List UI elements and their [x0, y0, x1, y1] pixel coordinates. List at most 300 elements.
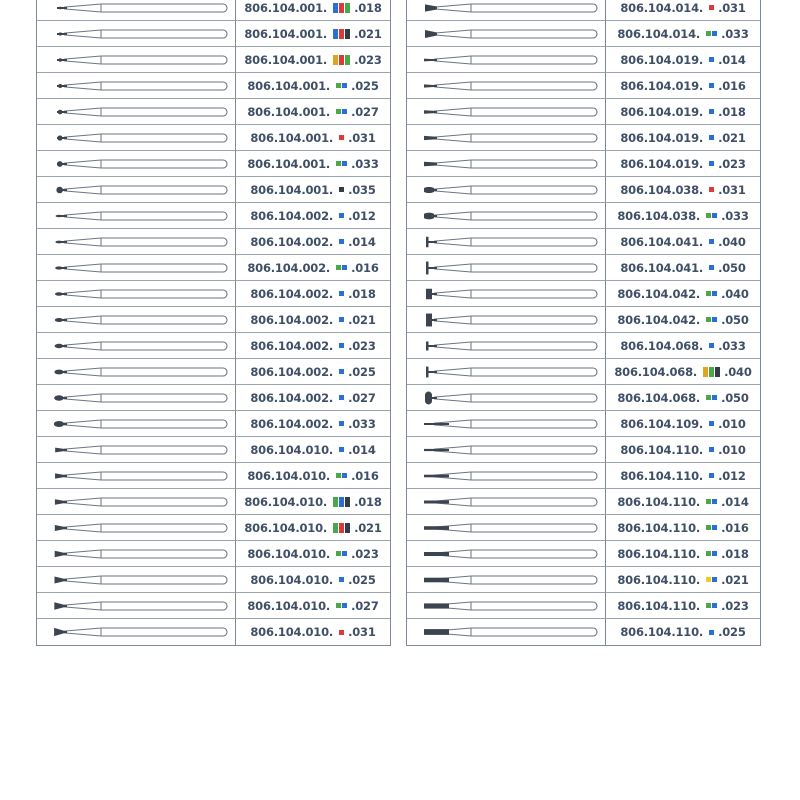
article-code: [236, 593, 390, 619]
color-code-swatch: [709, 265, 714, 270]
article-code: [236, 541, 390, 567]
bur-image-cell: [407, 229, 606, 255]
size-code: .031: [348, 130, 376, 145]
bur-icon: [407, 593, 606, 619]
size-code: .014: [348, 442, 376, 457]
bur-icon: [37, 229, 236, 255]
article-number: 806.104.001.: [250, 182, 334, 197]
color-code-swatch: [709, 630, 714, 635]
product-table-left: [36, 0, 391, 646]
bur-image-cell: [37, 255, 236, 281]
bur-icon: [407, 47, 606, 73]
color-code-swatch: [709, 5, 714, 10]
color-code-swatch: [709, 421, 714, 426]
color-code-swatch: [336, 265, 347, 270]
bur-image-cell: [37, 489, 236, 515]
bur-icon: [407, 411, 606, 437]
article-code: [236, 333, 390, 359]
bur-icon: [37, 593, 236, 619]
color-code-swatch: [706, 499, 717, 504]
bur-image-cell: [407, 0, 606, 21]
bur-icon: [37, 99, 236, 125]
size-code: .040: [721, 286, 749, 301]
article-number: 806.104.010.: [250, 572, 334, 587]
bur-image-cell: [37, 385, 236, 411]
article-number: 806.104.002.: [250, 286, 334, 301]
bur-image-cell: [407, 255, 606, 281]
article-number: 806.104.038.: [620, 182, 704, 197]
bur-icon: [37, 619, 236, 645]
bur-image-cell: [37, 0, 236, 21]
article-code: [236, 0, 390, 21]
bur-image-cell: [407, 619, 606, 645]
color-code-swatch: [709, 447, 714, 452]
color-code-swatch: [709, 473, 714, 478]
bur-image-cell: [407, 437, 606, 463]
bur-image-cell: [37, 411, 236, 437]
bur-image-cell: [407, 47, 606, 73]
article-number: 806.104.002.: [250, 234, 334, 249]
article-number: 806.104.110.: [620, 625, 704, 639]
color-code-swatch: [709, 239, 714, 244]
article-number: 806.104.002.: [250, 416, 334, 431]
article-code: [236, 281, 390, 307]
article-code: [236, 125, 390, 151]
size-code: .050: [721, 312, 749, 327]
size-code: .023: [721, 598, 749, 613]
bur-image-cell: [407, 541, 606, 567]
bur-image-cell: [407, 385, 606, 411]
article-code: [236, 489, 390, 515]
article-number: 806.104.019.: [620, 130, 704, 145]
color-code-swatch: [333, 29, 350, 39]
size-code: .040: [724, 364, 752, 379]
bur-icon: [37, 177, 236, 203]
size-code: .016: [351, 468, 379, 483]
article-code: [606, 515, 760, 541]
color-code-swatch: [336, 473, 347, 478]
bur-icon: [407, 307, 606, 333]
article-number: 806.104.041.: [620, 234, 704, 249]
bur-icon: [407, 0, 606, 21]
bur-image-cell: [407, 203, 606, 229]
color-code-swatch: [339, 135, 344, 140]
bur-icon: [37, 437, 236, 463]
size-code: .021: [721, 572, 749, 587]
bur-image-cell: [37, 333, 236, 359]
article-number: 806.104.010.: [247, 546, 331, 561]
bur-image-cell: [407, 73, 606, 99]
bur-icon: [37, 21, 236, 47]
color-code-swatch: [339, 395, 344, 400]
bur-icon: [407, 255, 606, 281]
bur-image-cell: [407, 307, 606, 333]
size-code: .031: [718, 0, 746, 15]
article-number: 806.104.001.: [247, 104, 331, 119]
bur-icon: [407, 281, 606, 307]
bur-icon: [37, 307, 236, 333]
bur-icon: [407, 151, 606, 177]
bur-image-cell: [37, 125, 236, 151]
size-code: .014: [348, 234, 376, 249]
bur-icon: [407, 99, 606, 125]
bur-icon: [407, 515, 606, 541]
color-code-swatch: [709, 187, 714, 192]
article-code: [236, 229, 390, 255]
article-code: [606, 359, 760, 385]
color-code-swatch: [706, 213, 717, 218]
article-code: [606, 47, 760, 73]
article-code: [606, 333, 760, 359]
color-code-swatch: [333, 523, 350, 533]
size-code: .025: [718, 625, 746, 639]
bur-image-cell: [407, 21, 606, 47]
color-code-swatch: [336, 109, 347, 114]
color-code-swatch: [336, 551, 347, 556]
bur-icon: [37, 567, 236, 593]
bur-image-cell: [37, 73, 236, 99]
article-code: [606, 541, 760, 567]
article-code: [606, 567, 760, 593]
color-code-swatch: [339, 577, 344, 582]
color-code-swatch: [339, 421, 344, 426]
article-code: [606, 463, 760, 489]
article-code: [236, 47, 390, 73]
bur-image-cell: [407, 489, 606, 515]
size-code: .014: [718, 52, 746, 67]
size-code: .033: [351, 156, 379, 171]
bur-icon: [37, 385, 236, 411]
bur-image-cell: [37, 593, 236, 619]
size-code: .025: [348, 364, 376, 379]
article-code: [606, 255, 760, 281]
size-code: .021: [354, 520, 382, 535]
article-number: 806.104.002.: [250, 312, 334, 327]
article-code: [606, 281, 760, 307]
bur-image-cell: [37, 541, 236, 567]
article-number: 806.104.010.: [250, 442, 334, 457]
size-code: .033: [721, 208, 749, 223]
article-number: 806.104.001.: [244, 26, 328, 41]
size-code: .021: [354, 26, 382, 41]
article-number: 806.104.002.: [250, 364, 334, 379]
article-number: 806.104.041.: [620, 260, 704, 275]
article-code: [606, 229, 760, 255]
bur-icon: [407, 541, 606, 567]
color-code-swatch: [339, 213, 344, 218]
bur-icon: [407, 73, 606, 99]
color-code-swatch: [706, 603, 717, 608]
size-code: .018: [718, 104, 746, 119]
color-code-swatch: [706, 291, 717, 296]
article-code: [236, 203, 390, 229]
article-code: [236, 307, 390, 333]
size-code: .040: [718, 234, 746, 249]
article-code: [606, 411, 760, 437]
color-code-swatch: [333, 497, 350, 507]
size-code: .033: [721, 26, 749, 41]
article-number: 806.104.110.: [617, 546, 701, 561]
size-code: .031: [348, 625, 376, 639]
size-code: .014: [721, 494, 749, 509]
bur-image-cell: [37, 567, 236, 593]
article-number: 806.104.110.: [617, 598, 701, 613]
bur-icon: [407, 177, 606, 203]
bur-image-cell: [407, 281, 606, 307]
bur-icon: [407, 463, 606, 489]
bur-icon: [37, 47, 236, 73]
color-code-swatch: [709, 57, 714, 62]
bur-image-cell: [37, 229, 236, 255]
bur-icon: [407, 229, 606, 255]
article-code: [236, 515, 390, 541]
bur-image-cell: [37, 515, 236, 541]
article-number: 806.104.109.: [620, 416, 704, 431]
article-number: 806.104.038.: [617, 208, 701, 223]
article-code: [236, 359, 390, 385]
color-code-swatch: [703, 367, 720, 377]
bur-image-cell: [37, 203, 236, 229]
color-code-swatch: [339, 187, 344, 192]
size-code: .018: [354, 494, 382, 509]
bur-icon: [37, 489, 236, 515]
article-number: 806.104.002.: [250, 338, 334, 353]
bur-icon: [37, 411, 236, 437]
bur-icon: [407, 203, 606, 229]
article-code: [236, 255, 390, 281]
article-code: [236, 463, 390, 489]
size-code: .012: [718, 468, 746, 483]
size-code: .018: [721, 546, 749, 561]
size-code: .025: [348, 572, 376, 587]
size-code: .010: [718, 442, 746, 457]
article-code: [236, 385, 390, 411]
size-code: .023: [348, 338, 376, 353]
size-code: .021: [718, 130, 746, 145]
bur-icon: [407, 125, 606, 151]
bur-image-cell: [37, 281, 236, 307]
size-code: .023: [354, 52, 382, 67]
color-code-swatch: [339, 630, 344, 635]
article-number: 806.104.110.: [617, 520, 701, 535]
bur-image-cell: [407, 515, 606, 541]
article-code: [236, 619, 390, 645]
size-code: .012: [348, 208, 376, 223]
article-number: 806.104.010.: [244, 520, 328, 535]
color-code-swatch: [706, 395, 717, 400]
article-number: 806.104.002.: [250, 208, 334, 223]
bur-image-cell: [37, 151, 236, 177]
color-code-swatch: [706, 577, 717, 582]
bur-icon: [37, 203, 236, 229]
article-code: [236, 99, 390, 125]
size-code: .027: [348, 390, 376, 405]
bur-image-cell: [37, 177, 236, 203]
article-number: 806.104.002.: [247, 260, 331, 275]
color-code-swatch: [709, 109, 714, 114]
size-code: .035: [348, 182, 376, 197]
article-number: 806.104.068.: [614, 364, 698, 379]
size-code: .027: [351, 598, 379, 613]
color-code-swatch: [709, 161, 714, 166]
bur-image-cell: [407, 333, 606, 359]
bur-image-cell: [407, 99, 606, 125]
article-number: 806.104.002.: [250, 390, 334, 405]
article-number: 806.104.001.: [250, 130, 334, 145]
article-number: 806.104.019.: [620, 156, 704, 171]
size-code: .016: [351, 260, 379, 275]
article-code: [236, 177, 390, 203]
article-number: 806.104.001.: [244, 52, 328, 67]
color-code-swatch: [706, 551, 717, 556]
size-code: .027: [351, 104, 379, 119]
article-code: [236, 151, 390, 177]
color-code-swatch: [333, 3, 350, 13]
color-code-swatch: [339, 447, 344, 452]
size-code: .018: [348, 286, 376, 301]
size-code: .023: [351, 546, 379, 561]
bur-icon: [37, 151, 236, 177]
article-number: 806.104.110.: [620, 442, 704, 457]
article-code: [236, 21, 390, 47]
bur-icon: [37, 281, 236, 307]
article-number: 806.104.019.: [620, 104, 704, 119]
article-number: 806.104.110.: [620, 468, 704, 483]
size-code: .016: [721, 520, 749, 535]
size-code: .033: [718, 338, 746, 353]
size-code: .050: [718, 260, 746, 275]
article-number: 806.104.014.: [617, 26, 701, 41]
size-code: .025: [351, 78, 379, 93]
size-code: .021: [348, 312, 376, 327]
size-code: .016: [718, 78, 746, 93]
article-number: 806.104.010.: [244, 494, 328, 509]
article-code: [606, 177, 760, 203]
color-code-swatch: [339, 317, 344, 322]
article-code: [606, 99, 760, 125]
article-number: 806.104.042.: [617, 286, 701, 301]
article-number: 806.104.010.: [247, 598, 331, 613]
article-number: 806.104.042.: [617, 312, 701, 327]
article-code: [606, 619, 760, 645]
bur-icon: [37, 125, 236, 151]
color-code-swatch: [336, 161, 347, 166]
article-code: [606, 593, 760, 619]
bur-icon: [37, 333, 236, 359]
article-number: 806.104.014.: [620, 0, 704, 15]
color-code-swatch: [706, 317, 717, 322]
article-code: [606, 0, 760, 21]
bur-icon: [37, 0, 236, 21]
article-number: 806.104.019.: [620, 78, 704, 93]
article-number: 806.104.110.: [617, 494, 701, 509]
article-code: [606, 489, 760, 515]
product-table-right: [406, 0, 761, 646]
bur-image-cell: [407, 125, 606, 151]
size-code: .010: [718, 416, 746, 431]
color-code-swatch: [339, 369, 344, 374]
size-code: .023: [718, 156, 746, 171]
bur-image-cell: [37, 437, 236, 463]
size-code: .018: [354, 0, 382, 15]
article-number: 806.104.110.: [617, 572, 701, 587]
bur-image-cell: [407, 359, 606, 385]
bur-image-cell: [37, 359, 236, 385]
article-code: [606, 437, 760, 463]
color-code-swatch: [709, 83, 714, 88]
article-number: 806.104.001.: [244, 0, 328, 15]
bur-icon: [37, 255, 236, 281]
article-code: [606, 385, 760, 411]
size-code: .050: [721, 390, 749, 405]
bur-image-cell: [37, 307, 236, 333]
bur-image-cell: [407, 567, 606, 593]
bur-icon: [407, 21, 606, 47]
article-code: [236, 437, 390, 463]
bur-icon: [37, 515, 236, 541]
color-code-swatch: [339, 291, 344, 296]
article-number: 806.104.019.: [620, 52, 704, 67]
color-code-swatch: [709, 343, 714, 348]
color-code-swatch: [339, 239, 344, 244]
article-code: [606, 307, 760, 333]
bur-icon: [37, 541, 236, 567]
bur-icon: [37, 73, 236, 99]
bur-icon: [407, 333, 606, 359]
article-code: [236, 567, 390, 593]
article-number: 806.104.010.: [247, 468, 331, 483]
color-code-swatch: [336, 603, 347, 608]
bur-image-cell: [407, 151, 606, 177]
bur-image-cell: [37, 463, 236, 489]
article-number: 806.104.001.: [247, 156, 331, 171]
bur-icon: [407, 567, 606, 593]
color-code-swatch: [709, 135, 714, 140]
color-code-swatch: [706, 525, 717, 530]
article-code: [606, 151, 760, 177]
bur-image-cell: [407, 177, 606, 203]
bur-icon: [37, 359, 236, 385]
bur-image-cell: [37, 47, 236, 73]
article-code: [606, 73, 760, 99]
article-code: [606, 21, 760, 47]
bur-icon: [407, 385, 606, 411]
color-code-swatch: [333, 55, 350, 65]
article-number: 806.104.001.: [247, 78, 331, 93]
bur-image-cell: [407, 411, 606, 437]
article-code: [236, 73, 390, 99]
article-code: [236, 411, 390, 437]
size-code: .033: [348, 416, 376, 431]
size-code: .031: [718, 182, 746, 197]
article-code: [606, 125, 760, 151]
bur-image-cell: [37, 99, 236, 125]
bur-image-cell: [37, 619, 236, 645]
bur-icon: [37, 463, 236, 489]
article-number: 806.104.010.: [250, 625, 334, 639]
article-number: 806.104.068.: [620, 338, 704, 353]
bur-image-cell: [37, 21, 236, 47]
bur-image-cell: [407, 463, 606, 489]
article-code: [606, 203, 760, 229]
bur-image-cell: [407, 593, 606, 619]
color-code-swatch: [706, 31, 717, 36]
color-code-swatch: [336, 83, 347, 88]
color-code-swatch: [339, 343, 344, 348]
bur-icon: [407, 489, 606, 515]
bur-icon: [407, 359, 606, 385]
article-number: 806.104.068.: [617, 390, 701, 405]
